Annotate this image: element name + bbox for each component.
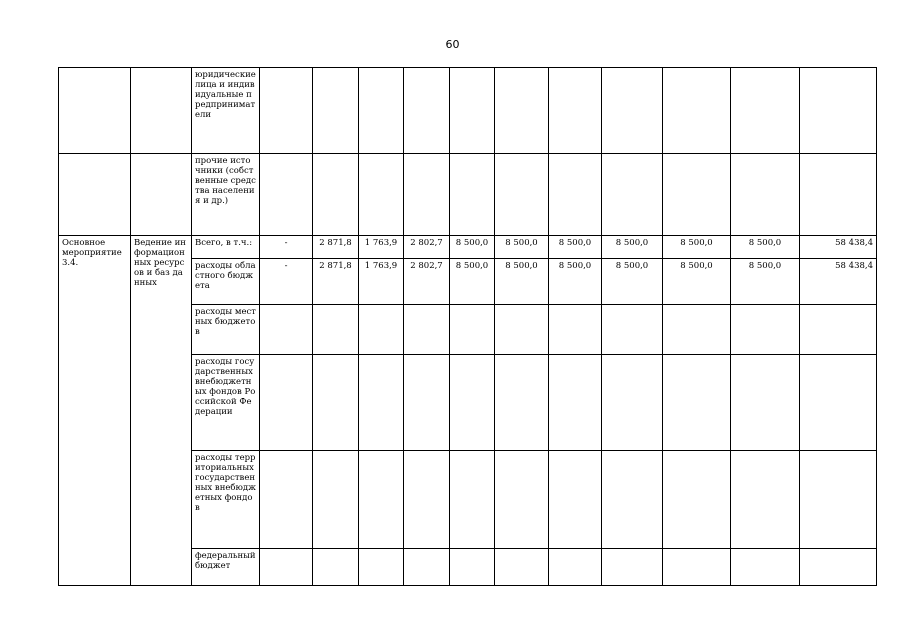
event-description-cell-empty [131,154,192,236]
value-cell [359,355,404,451]
value-cell [495,305,549,355]
value-cell [663,355,731,451]
value-cell [800,68,877,154]
value-cell [495,451,549,549]
source-cell: расходы территориальных государственных внебюджетных фондов [192,451,260,549]
value-cell: 8 500,0 [450,259,495,305]
value-cell: 8 500,0 [549,236,602,259]
value-cell: 8 500,0 [602,259,663,305]
source-cell: федеральный бюджет [192,549,260,586]
value-cell [731,355,800,451]
value-cell [313,68,359,154]
value-cell [663,451,731,549]
value-cell: 8 500,0 [549,259,602,305]
value-cell [260,549,313,586]
value-cell: 8 500,0 [495,236,549,259]
event-code-cell-empty [59,68,131,154]
budget-table [58,67,877,586]
value-cell [313,355,359,451]
event-description-cell: Ведение информационных ресурсов и баз данных [131,236,192,586]
value-cell [359,154,404,236]
value-cell: 1 763,9 [359,236,404,259]
value-cell [313,451,359,549]
value-cell: 1 763,9 [359,259,404,305]
value-cell [404,451,450,549]
value-cell [359,68,404,154]
value-cell [404,68,450,154]
value-cell: 2 802,7 [404,236,450,259]
value-cell [313,305,359,355]
value-cell [549,355,602,451]
event-code-cell: Основное мероприятие 3.4. [59,236,131,586]
value-cell [549,154,602,236]
value-cell [800,549,877,586]
value-cell: 58 438,4 [800,236,877,259]
page-number: 60 [445,38,460,51]
value-cell [800,451,877,549]
value-cell [313,549,359,586]
value-cell [663,305,731,355]
value-cell [800,154,877,236]
value-cell [731,451,800,549]
value-cell [663,154,731,236]
value-cell [663,549,731,586]
value-cell [404,355,450,451]
value-cell: 8 500,0 [663,259,731,305]
table-row [59,154,877,236]
value-cell [359,549,404,586]
value-cell [549,68,602,154]
value-cell [663,68,731,154]
value-cell [313,154,359,236]
value-cell: 2 871,8 [313,236,359,259]
value-cell [260,305,313,355]
source-cell: юридические лица и индивидуальные предприниматели [192,68,260,154]
value-cell [450,154,495,236]
value-cell [450,68,495,154]
value-cell [495,68,549,154]
value-cell [602,68,663,154]
value-cell [359,305,404,355]
value-cell [495,154,549,236]
value-cell: 58 438,4 [800,259,877,305]
source-cell: прочие источники (собственные средства населения и др.) [192,154,260,236]
event-description-cell-empty [131,68,192,154]
source-cell: Всего, в т.ч.: [192,236,260,259]
value-cell: - [260,236,313,259]
value-cell [602,451,663,549]
event-code-cell-empty [59,154,131,236]
value-cell [549,305,602,355]
value-cell: 2 802,7 [404,259,450,305]
value-cell [549,549,602,586]
value-cell [404,549,450,586]
value-cell [495,355,549,451]
source-cell: расходы местных бюджетов [192,305,260,355]
value-cell [549,451,602,549]
value-cell: 8 500,0 [602,236,663,259]
value-cell [359,451,404,549]
value-cell [404,154,450,236]
value-cell [800,355,877,451]
value-cell [731,68,800,154]
value-cell [260,154,313,236]
value-cell [731,305,800,355]
source-cell: расходы государственных внебюджетных фондов Российской Федерации [192,355,260,451]
value-cell: 8 500,0 [731,259,800,305]
value-cell [602,154,663,236]
value-cell [731,154,800,236]
value-cell [602,355,663,451]
value-cell: 8 500,0 [495,259,549,305]
source-cell: расходы областного бюджета [192,259,260,305]
value-cell [450,451,495,549]
value-cell: 2 871,8 [313,259,359,305]
value-cell [260,355,313,451]
value-cell [404,305,450,355]
value-cell [602,549,663,586]
table-row [59,236,877,259]
value-cell [731,549,800,586]
value-cell [602,305,663,355]
value-cell: 8 500,0 [663,236,731,259]
value-cell [450,549,495,586]
value-cell: - [260,259,313,305]
value-cell: 8 500,0 [731,236,800,259]
value-cell [450,355,495,451]
value-cell [260,451,313,549]
value-cell [260,68,313,154]
value-cell [450,305,495,355]
value-cell: 8 500,0 [450,236,495,259]
value-cell [800,305,877,355]
value-cell [495,549,549,586]
table-row [59,68,877,154]
